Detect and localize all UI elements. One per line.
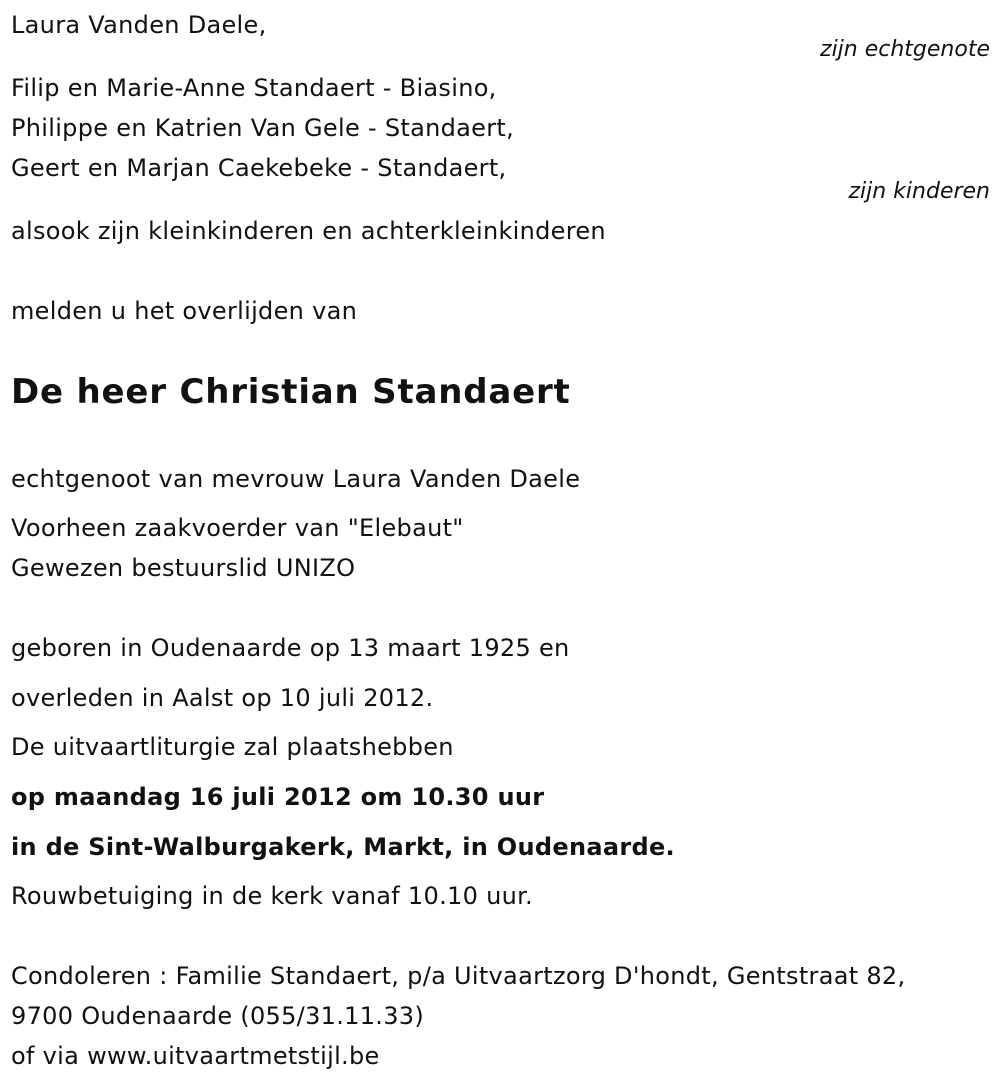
condolence-time: Rouwbetuiging in de kerk vanaf 10.10 uur. — [11, 882, 533, 910]
child-line: Filip en Marie-Anne Standaert - Biasino, — [11, 74, 497, 102]
child-line: Geert en Marjan Caekebeke - Standaert, — [11, 154, 507, 182]
grandchildren-line: alsook zijn kleinkinderen en achterkleinkinderen — [11, 217, 606, 245]
announcement-line: melden u het overlijden van — [11, 297, 358, 325]
funeral-location: in de Sint-Walburgakerk, Markt, in Oudenaarde. — [11, 833, 675, 861]
spouse-of-line: echtgenoot van mevrouw Laura Vanden Daele — [11, 465, 581, 493]
former-role-line: Gewezen bestuurslid UNIZO — [11, 554, 356, 582]
condolence-website: of via www.uitvaartmetstijl.be — [11, 1042, 380, 1070]
spouse-name: Laura Vanden Daele, — [11, 11, 267, 39]
condolence-line: 9700 Oudenaarde (055/31.11.33) — [11, 1002, 425, 1030]
child-line: Philippe en Katrien Van Gele - Standaert, — [11, 114, 515, 142]
children-role: zijn kinderen — [848, 179, 990, 204]
spouse-role: zijn echtgenote — [820, 37, 990, 62]
born-line: geboren in Oudenaarde op 13 maart 1925 en — [11, 634, 570, 662]
deceased-name: De heer Christian Standaert — [11, 372, 571, 412]
died-line: overleden in Aalst op 10 juli 2012. — [11, 684, 434, 712]
funeral-datetime: op maandag 16 juli 2012 om 10.30 uur — [11, 783, 545, 811]
former-role-line: Voorheen zaakvoerder van "Elebaut" — [11, 514, 464, 542]
condolence-line: Condoleren : Familie Standaert, p/a Uitvaartzorg D'hondt, Gentstraat 82, — [11, 962, 906, 990]
funeral-intro: De uitvaartliturgie zal plaatshebben — [11, 733, 454, 761]
